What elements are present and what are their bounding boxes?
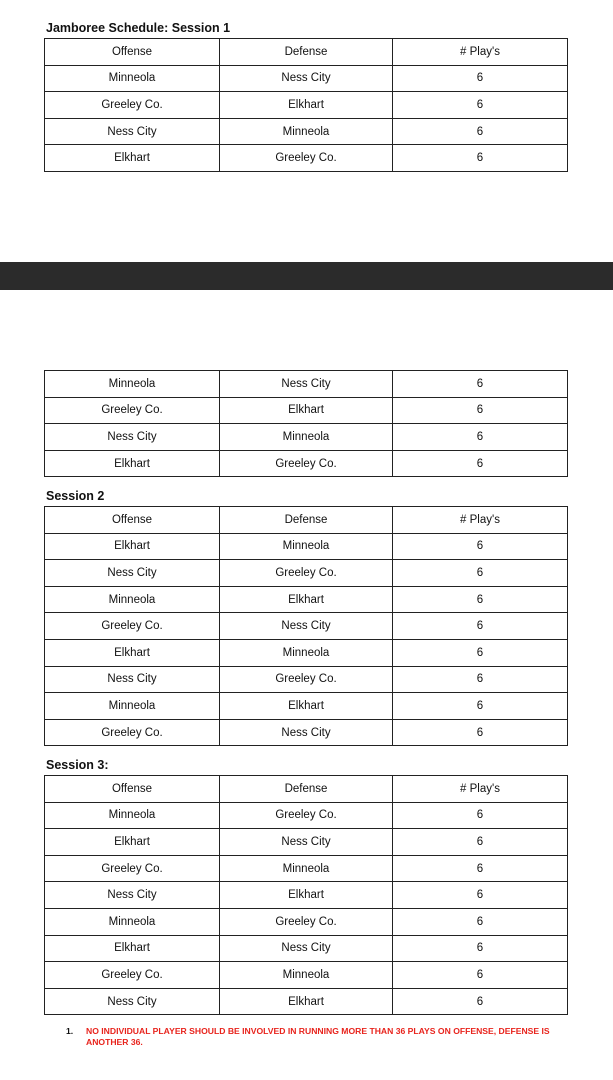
plays-cell: 6	[393, 882, 568, 909]
defense-cell: Greeley Co.	[220, 908, 393, 935]
defense-cell: Minneola	[220, 424, 393, 451]
defense-cell: Greeley Co.	[220, 145, 393, 172]
defense-cell: Minneola	[220, 118, 393, 145]
offense-cell: Greeley Co.	[45, 613, 220, 640]
defense-cell: Minneola	[220, 639, 393, 666]
session-3-title: Session 3:	[46, 758, 109, 772]
table-row	[45, 935, 568, 962]
column-header-plays: # Play's	[393, 776, 568, 803]
offense-cell: Elkhart	[45, 639, 220, 666]
session-2-table	[44, 506, 568, 746]
table-row	[45, 424, 568, 451]
offense-cell: Greeley Co.	[45, 719, 220, 746]
defense-cell: Elkhart	[220, 988, 393, 1015]
session-2-title: Session 2	[46, 489, 105, 503]
offense-cell: Greeley Co.	[45, 397, 220, 424]
table-row	[45, 397, 568, 424]
plays-cell: 6	[393, 92, 568, 119]
table-row	[45, 118, 568, 145]
defense-cell: Greeley Co.	[220, 666, 393, 693]
defense-cell: Greeley Co.	[220, 450, 393, 477]
plays-cell: 6	[393, 855, 568, 882]
offense-cell: Ness City	[45, 118, 220, 145]
table-header-row	[45, 39, 568, 66]
defense-cell: Ness City	[220, 829, 393, 856]
offense-cell: Minneola	[45, 371, 220, 398]
defense-cell: Minneola	[220, 962, 393, 989]
column-header-defense: Defense	[220, 39, 393, 66]
defense-cell: Elkhart	[220, 882, 393, 909]
plays-cell: 6	[393, 935, 568, 962]
table-row	[45, 882, 568, 909]
notes-list	[66, 1026, 576, 1048]
offense-cell: Elkhart	[45, 935, 220, 962]
table-row	[45, 65, 568, 92]
defense-cell: Elkhart	[220, 92, 393, 119]
defense-cell: Ness City	[220, 371, 393, 398]
offense-cell: Ness City	[45, 882, 220, 909]
table-row	[45, 719, 568, 746]
table-row	[45, 908, 568, 935]
defense-cell: Ness City	[220, 65, 393, 92]
plays-cell: 6	[393, 693, 568, 720]
column-header-offense: Offense	[45, 39, 220, 66]
offense-cell: Minneola	[45, 65, 220, 92]
offense-cell: Ness City	[45, 424, 220, 451]
plays-cell: 6	[393, 962, 568, 989]
plays-cell: 6	[393, 666, 568, 693]
column-header-offense: Offense	[45, 507, 220, 534]
column-header-plays: # Play's	[393, 39, 568, 66]
defense-cell: Elkhart	[220, 586, 393, 613]
table-row	[45, 560, 568, 587]
page-break-bar	[0, 262, 613, 290]
plays-cell: 6	[393, 719, 568, 746]
defense-cell: Minneola	[220, 855, 393, 882]
session-3-table	[44, 775, 568, 1015]
defense-cell: Minneola	[220, 533, 393, 560]
table-row	[45, 693, 568, 720]
session-1-table	[44, 38, 568, 172]
table-row	[45, 855, 568, 882]
offense-cell: Minneola	[45, 908, 220, 935]
note-item	[66, 1026, 576, 1048]
defense-cell: Ness City	[220, 613, 393, 640]
defense-cell: Elkhart	[220, 693, 393, 720]
defense-cell: Elkhart	[220, 397, 393, 424]
offense-cell: Minneola	[45, 586, 220, 613]
note-text: NO INDIVIDUAL PLAYER SHOULD BE INVOLVED IN RUNNING MORE THAN 36 PLAYS ON OFFENSE, DEFENSE IS ANOTHER 36.	[86, 1026, 550, 1047]
table-row	[45, 586, 568, 613]
table-row	[45, 802, 568, 829]
plays-cell: 6	[393, 802, 568, 829]
column-header-offense: Offense	[45, 776, 220, 803]
table-row	[45, 145, 568, 172]
offense-cell: Ness City	[45, 988, 220, 1015]
plays-cell: 6	[393, 908, 568, 935]
table-row	[45, 533, 568, 560]
table-row	[45, 988, 568, 1015]
offense-cell: Ness City	[45, 666, 220, 693]
plays-cell: 6	[393, 988, 568, 1015]
note-number: 1.	[66, 1026, 74, 1036]
table-row	[45, 92, 568, 119]
plays-cell: 6	[393, 424, 568, 451]
offense-cell: Elkhart	[45, 533, 220, 560]
table-row	[45, 639, 568, 666]
plays-cell: 6	[393, 560, 568, 587]
offense-cell: Greeley Co.	[45, 92, 220, 119]
table-row	[45, 666, 568, 693]
plays-cell: 6	[393, 639, 568, 666]
table-row	[45, 450, 568, 477]
offense-cell: Greeley Co.	[45, 962, 220, 989]
table-row	[45, 962, 568, 989]
plays-cell: 6	[393, 829, 568, 856]
plays-cell: 6	[393, 145, 568, 172]
plays-cell: 6	[393, 397, 568, 424]
offense-cell: Elkhart	[45, 450, 220, 477]
defense-cell: Greeley Co.	[220, 802, 393, 829]
column-header-plays: # Play's	[393, 507, 568, 534]
table-row	[45, 371, 568, 398]
table-row	[45, 613, 568, 640]
offense-cell: Minneola	[45, 802, 220, 829]
plays-cell: 6	[393, 450, 568, 477]
plays-cell: 6	[393, 586, 568, 613]
plays-cell: 6	[393, 118, 568, 145]
column-header-defense: Defense	[220, 776, 393, 803]
session-1-continued-table	[44, 370, 568, 477]
plays-cell: 6	[393, 613, 568, 640]
defense-cell: Ness City	[220, 719, 393, 746]
table-row	[45, 829, 568, 856]
offense-cell: Elkhart	[45, 145, 220, 172]
plays-cell: 6	[393, 65, 568, 92]
offense-cell: Greeley Co.	[45, 855, 220, 882]
defense-cell: Greeley Co.	[220, 560, 393, 587]
table-header-row	[45, 776, 568, 803]
plays-cell: 6	[393, 533, 568, 560]
defense-cell: Ness City	[220, 935, 393, 962]
table-header-row	[45, 507, 568, 534]
offense-cell: Minneola	[45, 693, 220, 720]
session-1-title: Jamboree Schedule: Session 1	[46, 21, 231, 35]
offense-cell: Elkhart	[45, 829, 220, 856]
plays-cell: 6	[393, 371, 568, 398]
offense-cell: Ness City	[45, 560, 220, 587]
column-header-defense: Defense	[220, 507, 393, 534]
